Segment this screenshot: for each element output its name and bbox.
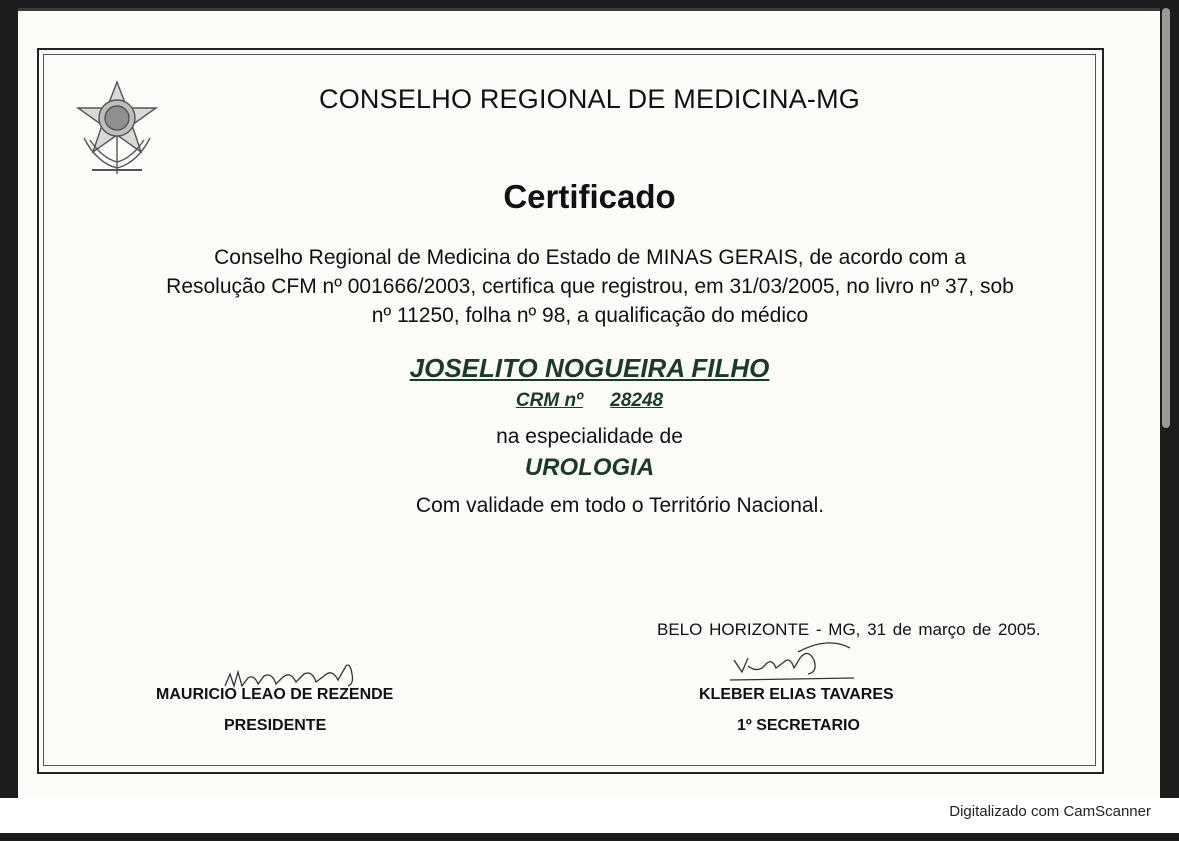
president-name: MAURICIO LEAO DE REZENDE — [156, 686, 394, 703]
place-date: BELO HORIZONTE - MG, 31 de março de 2005. — [657, 620, 1041, 639]
specialty-label: na especialidade de — [496, 425, 683, 448]
document-title: Certificado — [503, 178, 676, 215]
crm-line — [0, 390, 1179, 412]
certificate-body — [90, 243, 1090, 330]
doctor-name — [0, 353, 1179, 384]
doctor-name-text: JOSELITO NOGUEIRA FILHO — [409, 353, 770, 383]
secretary-role: 1º SECRETARIO — [737, 717, 860, 734]
secretary-name: KLEBER ELIAS TAVARES — [699, 686, 894, 703]
scan-top-edge — [18, 8, 1160, 11]
body-line-2: Resolução CFM nº 001666/2003, certifica que registrou, em 31/03/2005, no livro nº 37, sob — [166, 275, 1014, 298]
secretary-signature — [728, 638, 858, 688]
crm-number: 28248 — [610, 390, 664, 411]
camscanner-watermark: Digitalizado com CamScanner — [949, 803, 1151, 820]
validity-statement: Com validade em todo o Território Nacional. — [415, 494, 825, 517]
crm-label: CRM nº — [515, 390, 583, 411]
body-line-1: Conselho Regional de Medicina do Estado de MINAS GERAIS, de acordo com a — [214, 246, 966, 269]
specialty: UROLOGIA — [524, 454, 655, 481]
organization-title: CONSELHO REGIONAL DE MEDICINA-MG — [319, 84, 860, 114]
body-line-3: nº 11250, folha nº 98, a qualificação do médico — [371, 304, 809, 327]
president-role: PRESIDENTE — [224, 717, 327, 734]
